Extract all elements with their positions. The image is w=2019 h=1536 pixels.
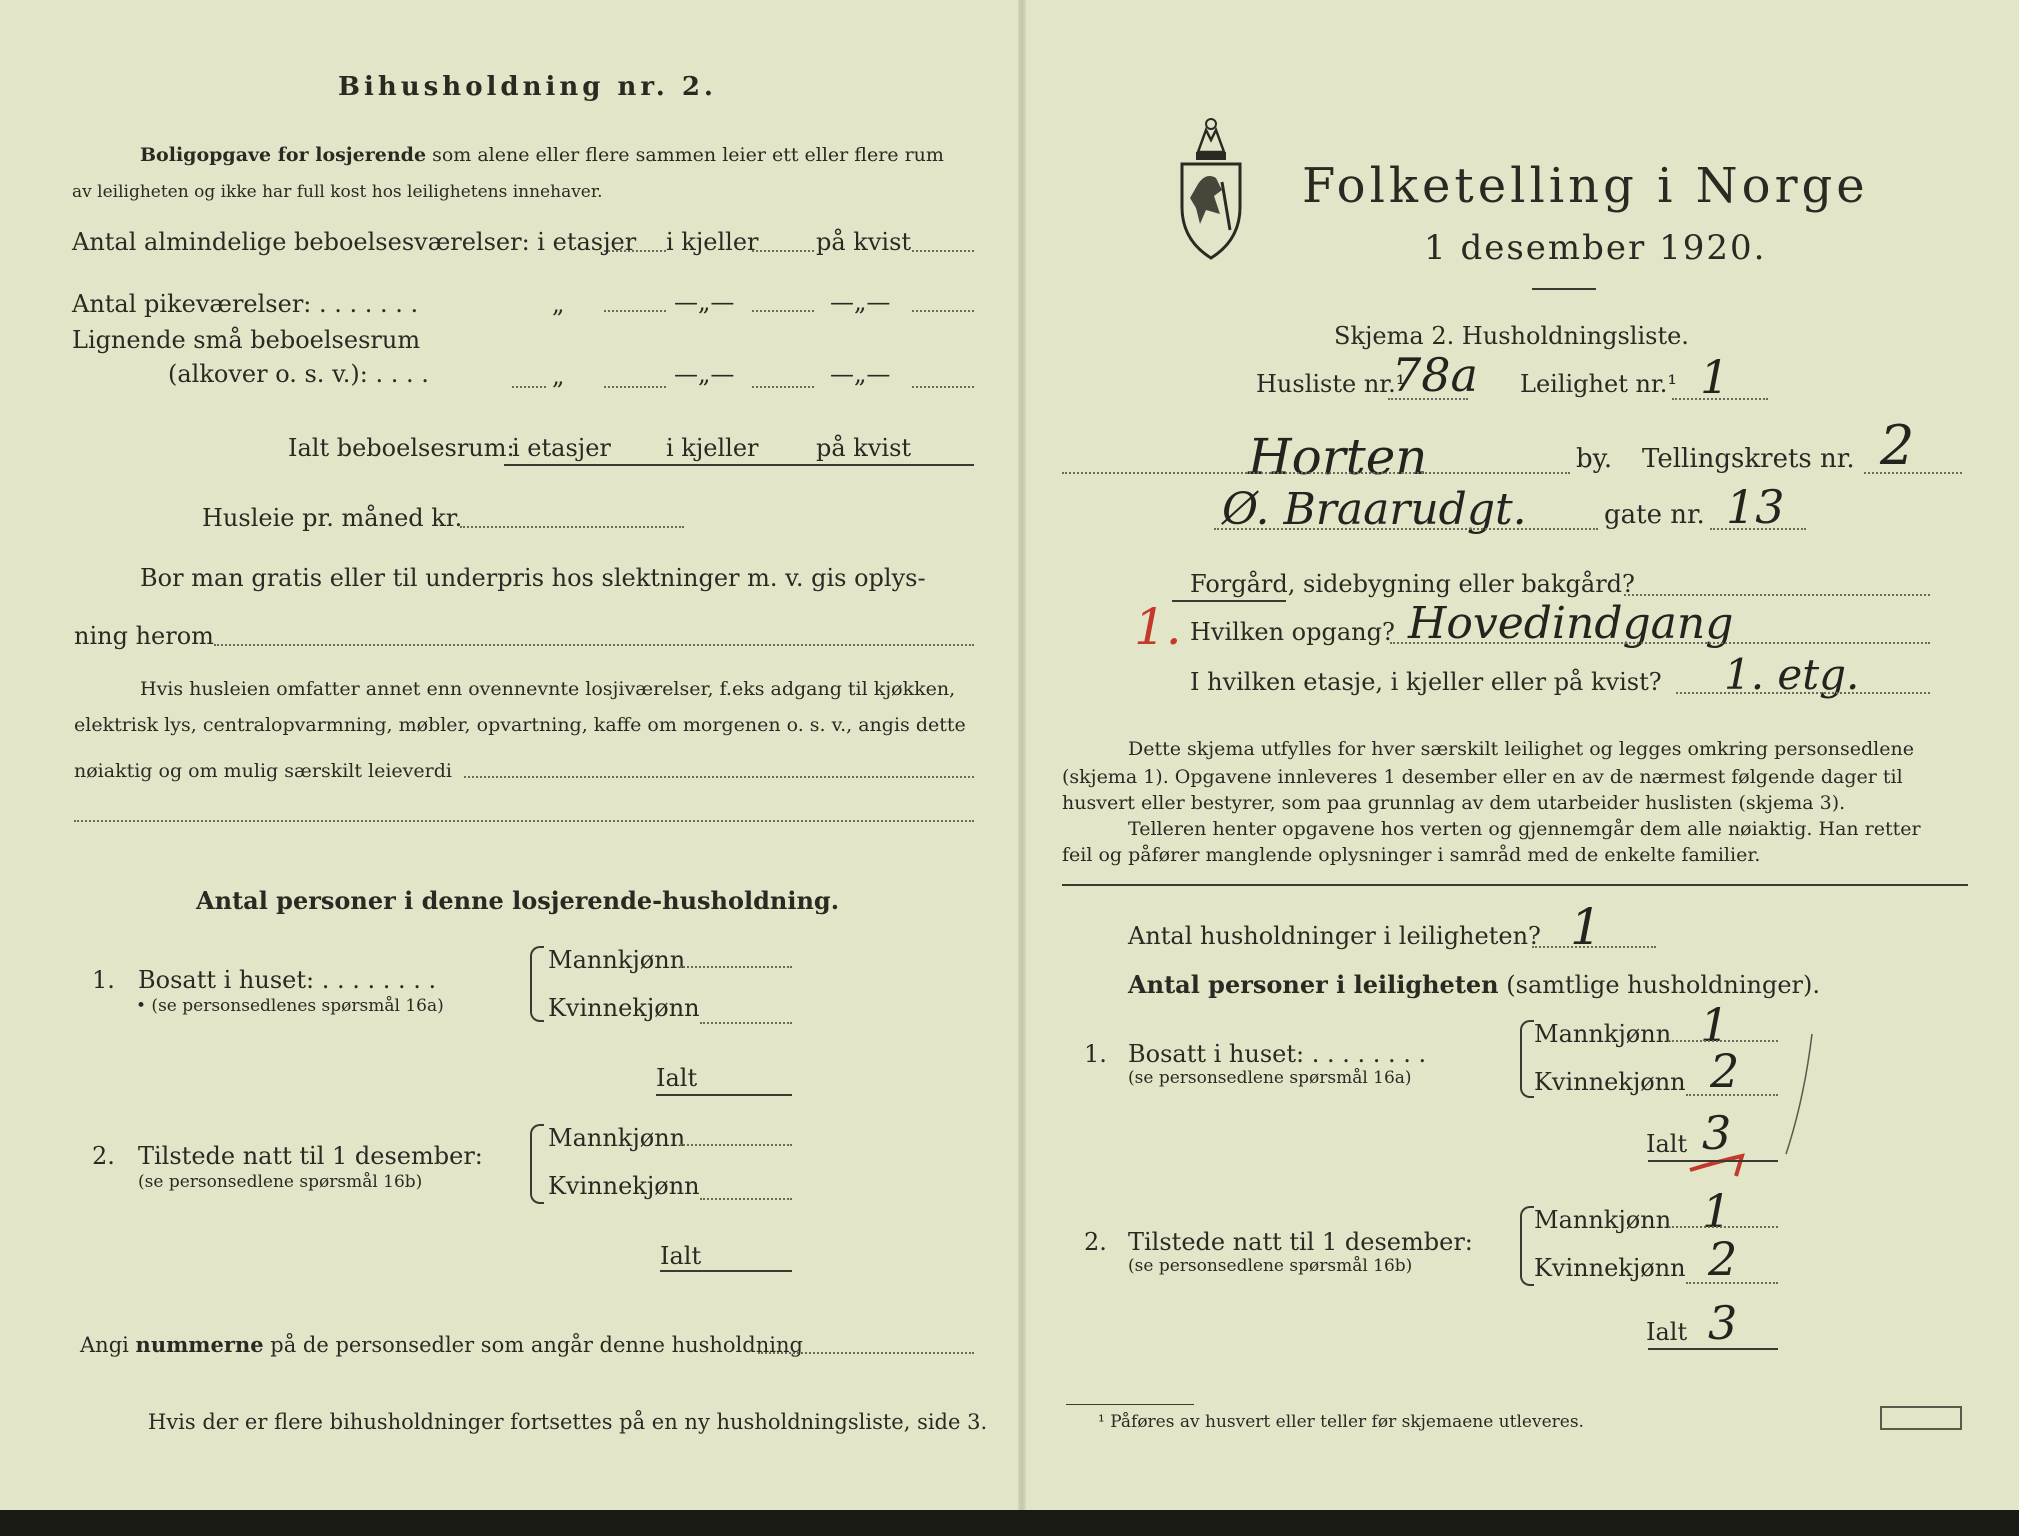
left-tilstede-mann-field[interactable] [680, 1144, 792, 1146]
city-value: Horten [1248, 428, 1428, 486]
rent-label: Husleie pr. måned kr. [202, 504, 463, 532]
hush-field[interactable] [1532, 946, 1656, 948]
right-tilstede-ialt-label: Ialt [1646, 1318, 1688, 1346]
right-tilstede-ialt-value: 3 [1708, 1296, 1738, 1350]
gate-label: gate nr. [1604, 500, 1705, 530]
instruction-line1: Dette skjema utfylles for hver særskilt leilighet og legges omkring personsedlene [1128, 738, 1914, 760]
maid-kvist-field[interactable] [912, 310, 974, 312]
left-persons-heading: Antal personer i denne losjerende-husholdning. [196, 886, 840, 915]
left-bosatt-sub: • (se personsedlenes spørsmål 16a) [136, 996, 444, 1016]
leilighet-field[interactable] [1672, 398, 1768, 400]
right-bosatt-number: 1. [1084, 1040, 1107, 1068]
instruction-line2: (skjema 1). Opgavene innleveres 1 desember eller en av de nærmest følgende dager til [1062, 766, 1903, 788]
total-kvist-label: på kvist [816, 434, 912, 462]
maid-etasjer-field[interactable] [604, 310, 666, 312]
ditto-mark: „ [552, 290, 565, 318]
etasje-value: 1. etg. [1724, 650, 1860, 699]
gratis-line1: Bor man gratis eller til underpris hos slektninger m. v. gis oplys- [140, 564, 926, 592]
intro-rest: som alene eller flere sammen leier ett eller flere rum [432, 144, 944, 166]
rooms-etasjer-field[interactable] [604, 250, 666, 252]
right-tilstede-mann-field[interactable] [1668, 1226, 1778, 1228]
page-fold [1018, 0, 1026, 1510]
right-persons-heading [1128, 970, 1820, 999]
schema-label: Skjema 2. Husholdningsliste. [1334, 322, 1689, 350]
total-rooms-label: Ialt beboelsesrum: [288, 434, 515, 462]
ditto-dash: —„— [830, 360, 891, 388]
right-bosatt-mann-label: Mannkjønn [1534, 1020, 1672, 1048]
forgard-field[interactable] [1624, 594, 1930, 596]
alcove-kvist-field[interactable] [912, 386, 974, 388]
tellingskrets-label: Tellingskrets nr. [1642, 444, 1855, 474]
rent-field[interactable] [460, 526, 684, 528]
by-label: by. [1576, 444, 1613, 474]
left-tilstede-ialt-field[interactable] [660, 1270, 792, 1272]
leilighet-label: Leilighet nr.¹ [1520, 370, 1678, 398]
right-title: Folketelling i Norge [1302, 158, 1869, 214]
left-bosatt-ialt-label: Ialt [656, 1064, 698, 1092]
left-tilstede-sub: (se personsedlene spørsmål 16b) [138, 1172, 423, 1192]
instructions-divider [1062, 884, 1968, 886]
angi-pre: Angi [80, 1333, 129, 1357]
footnote: ¹ Påføres av husvert eller teller før skjemaene utleveres. [1098, 1412, 1584, 1432]
right-bosatt-kvinne-label: Kvinnekjønn [1534, 1068, 1686, 1096]
left-bosatt-kvinne-field[interactable] [700, 1022, 792, 1024]
instruction-line5: feil og påfører manglende oplysninger i samråd med de enkelte familier. [1062, 844, 1761, 866]
right-tilstede-kvinne-value: 2 [1708, 1232, 1738, 1286]
leilighet-value: 1 [1700, 350, 1730, 404]
left-tilstede-mann-label: Mannkjønn [548, 1124, 686, 1152]
left-bosatt-label: Bosatt i huset: . . . . . . . . [138, 966, 437, 994]
right-bosatt-kvinne-value: 2 [1710, 1044, 1740, 1098]
printer-stamp-icon [1880, 1406, 1962, 1430]
hush-value: 1 [1570, 898, 1602, 956]
tellingskrets-value: 2 [1880, 414, 1915, 477]
rooms-kvist-field[interactable] [912, 250, 974, 252]
right-persons-heading-bold: Antal personer i leiligheten [1128, 970, 1499, 999]
etasje-label: I hvilken etasje, i kjeller eller på kvist? [1190, 668, 1662, 696]
intro-line2: av leiligheten og ikke har full kost hos leilighetens innehaver. [72, 182, 603, 202]
ditto-mark: „ [552, 362, 565, 390]
opgang-value: Hovedindgang [1408, 598, 1734, 649]
right-bosatt-mann-field[interactable] [1668, 1040, 1778, 1042]
right-tilstede-mann-value: 1 [1702, 1184, 1732, 1238]
rooms-kvist-label: på kvist [816, 228, 912, 256]
gratis-line2: ning herom [74, 622, 214, 650]
gate-field[interactable] [1710, 528, 1806, 530]
angi-field[interactable] [758, 1352, 974, 1354]
right-bosatt-kvinne-field[interactable] [1686, 1094, 1778, 1096]
left-tilstede-brace [530, 1124, 544, 1204]
left-bosatt-mann-field[interactable] [680, 966, 792, 968]
left-bosatt-kvinne-label: Kvinnekjønn [548, 994, 700, 1022]
left-bosatt-brace [530, 946, 544, 1022]
angi-bold: nummerne [135, 1332, 264, 1357]
extra-line2: elektrisk lys, centralopvarmning, møbler, opvartning, kaffe om morgenen o. s. v., angis dette [74, 714, 966, 736]
instruction-line4: Telleren henter opgavene hos verten og gjennemgår dem alle nøiaktig. Han retter [1128, 818, 1921, 840]
tellingskrets-field[interactable] [1864, 472, 1962, 474]
angi-post: på de personsedler som angår denne husholdning [270, 1333, 803, 1357]
alcove-kjeller-field[interactable] [752, 386, 814, 388]
gratis-field[interactable] [214, 644, 974, 646]
extra-field-line2[interactable] [74, 820, 974, 822]
left-bosatt-ialt-field[interactable] [656, 1094, 792, 1096]
right-tilstede-kvinne-label: Kvinnekjønn [1534, 1254, 1686, 1282]
left-tilstede-number: 2. [92, 1142, 115, 1170]
intro-bold: Boligopgave for losjerende [140, 144, 427, 166]
right-tilstede-label: Tilstede natt til 1 desember: [1128, 1228, 1473, 1256]
intro-line1 [140, 144, 944, 166]
husliste-label: Husliste nr.¹ [1256, 370, 1406, 398]
census-date: 1 desember 1920. [1424, 228, 1767, 268]
right-bosatt-brace [1520, 1020, 1534, 1098]
right-bosatt-ialt-label: Ialt [1646, 1130, 1688, 1158]
norwegian-coat-of-arms-icon [1176, 112, 1246, 262]
right-tilstede-mann-label: Mannkjønn [1534, 1206, 1672, 1234]
right-bosatt-ialt-value: 3 [1702, 1106, 1732, 1160]
left-tilstede-ialt-label: Ialt [660, 1242, 702, 1270]
street-field[interactable] [1214, 528, 1598, 530]
right-tilstede-number: 2. [1084, 1228, 1107, 1256]
total-kjeller-label: i kjeller [666, 434, 759, 462]
pencil-tick-icon [1780, 1030, 1820, 1160]
left-tilstede-label: Tilstede natt til 1 desember: [138, 1142, 483, 1170]
small-rooms-label: Lignende små beboelsesrum [72, 326, 421, 354]
alcove-etasjer-field[interactable] [604, 386, 666, 388]
maid-rooms-label: Antal pikeværelser: . . . . . . . [72, 290, 419, 318]
right-tilstede-sub: (se personsedlene spørsmål 16b) [1128, 1256, 1413, 1276]
right-bosatt-sub: (se personsedlene spørsmål 16a) [1128, 1068, 1412, 1088]
hush-label: Antal husholdninger i leiligheten? [1128, 922, 1541, 950]
forgard-underline [1172, 600, 1286, 602]
rooms-kjeller-field[interactable] [752, 250, 814, 252]
title-divider [1532, 288, 1596, 290]
left-tilstede-kvinne-label: Kvinnekjønn [548, 1172, 700, 1200]
husliste-value: 78a [1392, 348, 1478, 402]
forgard-label: Forgård, sidebygning eller bakgård? [1190, 570, 1635, 598]
left-bosatt-number: 1. [92, 966, 115, 994]
right-tilstede-ialt-field[interactable] [1648, 1348, 1778, 1350]
city-field[interactable] [1062, 472, 1570, 474]
right-bosatt-label: Bosatt i huset: . . . . . . . . [1128, 1040, 1427, 1068]
right-tilstede-kvinne-field[interactable] [1686, 1282, 1778, 1284]
right-bosatt-mann-value: 1 [1700, 998, 1730, 1052]
ditto-dash: —„— [830, 288, 891, 316]
total-etasjer-label: i etasjer [512, 434, 611, 462]
alcove-lead-field[interactable] [512, 386, 546, 388]
opgang-red-mark: 1. [1134, 598, 1182, 656]
ditto-dash: —„— [674, 360, 735, 388]
instruction-line3: husvert eller bestyrer, som paa grunnlag av dem utarbeider huslisten (skjema 3). [1062, 792, 1846, 814]
husliste-field[interactable] [1388, 398, 1468, 400]
opgang-label: Hvilken opgang? [1190, 618, 1395, 646]
extra-line3: nøiaktig og om mulig særskilt leieverdi [74, 760, 452, 782]
rooms-label: Antal almindelige beboelsesværelser: i etasjer [72, 228, 637, 256]
right-tilstede-brace [1520, 1206, 1534, 1286]
extra-line1: Hvis husleien omfatter annet enn ovennevnte losjiværelser, f.eks adgang til kjøkken, [140, 678, 956, 700]
left-footer: Hvis der er flere bihusholdninger fortsettes på en ny husholdningsliste, side 3. [148, 1410, 988, 1434]
etasje-field[interactable] [1676, 692, 1930, 694]
right-persons-heading-rest: (samtlige husholdninger). [1506, 971, 1821, 999]
maid-kjeller-field[interactable] [752, 310, 814, 312]
footnote-rule [1066, 1404, 1194, 1405]
left-tilstede-kvinne-field[interactable] [700, 1198, 792, 1200]
rooms-kjeller-label: i kjeller [666, 228, 759, 256]
left-title: Bihusholdning nr. 2. [338, 72, 717, 102]
gate-value: 13 [1726, 480, 1785, 534]
extra-field[interactable] [464, 776, 974, 778]
angi-line [80, 1332, 803, 1357]
right-bosatt-ialt-field[interactable] [1648, 1160, 1778, 1162]
street-value: Ø. Braarudgt. [1222, 484, 1527, 535]
left-bosatt-mann-label: Mannkjønn [548, 946, 686, 974]
ditto-dash: —„— [674, 288, 735, 316]
alcove-label: (alkover o. s. v.): . . . . [168, 360, 429, 388]
total-rooms-underline[interactable] [504, 464, 974, 466]
opgang-field[interactable] [1390, 642, 1930, 644]
